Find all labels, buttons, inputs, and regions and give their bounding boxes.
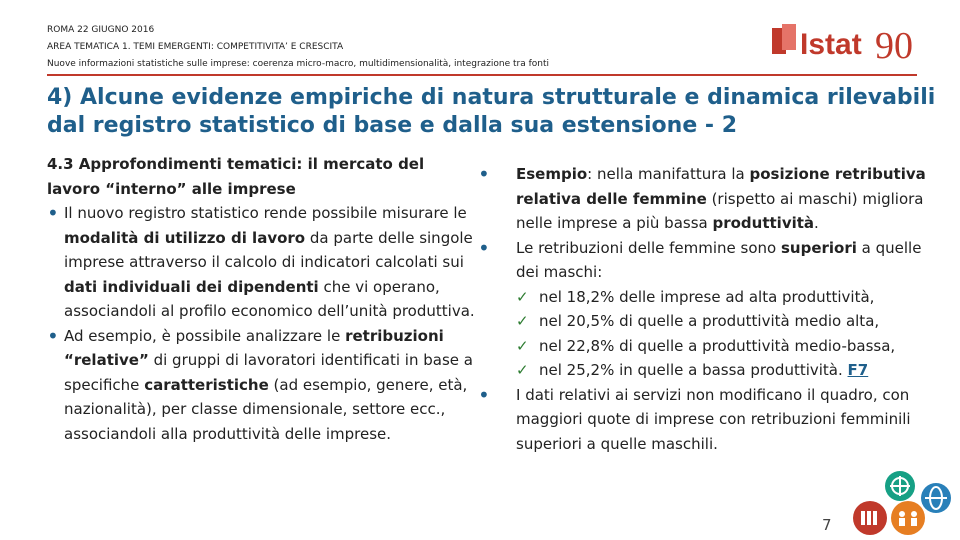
globe-icon bbox=[920, 482, 952, 514]
bullet-icon: • bbox=[478, 162, 490, 186]
check-item bbox=[478, 334, 938, 359]
text: I dati relativi ai servizi non modificano il quadro, con maggiori quote di imprese con retribuzioni femminili superiori a quelle maschili. bbox=[516, 385, 911, 453]
check-item bbox=[478, 358, 938, 383]
header-date: ROMA 22 GIUGNO 2016 bbox=[47, 25, 155, 35]
bold-text: modalità di utilizzo di lavoro bbox=[64, 228, 306, 247]
istat-logo bbox=[770, 18, 920, 68]
bullet-icon: • bbox=[47, 323, 59, 348]
bookshelf-icon bbox=[852, 500, 888, 536]
figure-link-f7[interactable]: F7 bbox=[847, 361, 869, 379]
text: nel 25,2% in quelle a bassa produttività. bbox=[539, 361, 848, 379]
text: (ad esempio, genere, età, nazionalità), per classe dimensionale, settore ecc., associandoli alla produttività delle imprese. bbox=[64, 375, 468, 443]
left-column bbox=[47, 152, 477, 446]
bold-text: posizione retributiva relativa delle femmine bbox=[516, 165, 926, 208]
bold-text: Esempio bbox=[516, 165, 588, 183]
header-subtitle: Nuove informazioni statistiche sulle imprese: coerenza micro-macro, multidimensionalità, integrazione tra fonti bbox=[47, 59, 550, 69]
bold-text: caratteristiche bbox=[144, 375, 269, 394]
bold-text: retribuzioni “relative” bbox=[64, 326, 444, 369]
checkmark-icon: ✓ bbox=[516, 312, 529, 330]
logo-text: Istat bbox=[800, 28, 862, 61]
checkmark-icon: ✓ bbox=[516, 287, 529, 306]
header bbox=[47, 22, 747, 73]
left-bullet-1 bbox=[47, 201, 477, 324]
text: nel 22,8% di quelle a produttività medio-bassa, bbox=[539, 336, 896, 355]
bold-text: dati individuali dei dipendenti bbox=[64, 277, 319, 296]
bullet-icon: • bbox=[47, 201, 59, 225]
bullet-icon: • bbox=[478, 235, 490, 260]
text: Il nuovo registro statistico rende possibile misurare le bbox=[64, 204, 467, 222]
text: nel 18,2% delle imprese ad alta produttività, bbox=[539, 287, 875, 306]
left-bullet-2 bbox=[47, 324, 477, 447]
text: . bbox=[814, 214, 819, 232]
text: Ad esempio, è possibile analizzare le bbox=[64, 326, 346, 345]
text: : nella manifattura la bbox=[587, 165, 750, 183]
right-bullet-2 bbox=[478, 236, 938, 285]
text: Le retribuzioni delle femmine sono bbox=[516, 238, 781, 257]
logo-number: 90 bbox=[875, 25, 913, 67]
bold-text: produttività bbox=[712, 214, 815, 232]
bold-text: superiori bbox=[781, 238, 857, 257]
check-item bbox=[478, 309, 938, 334]
text: di gruppi di lavoratori identificati in base a specifiche bbox=[64, 351, 473, 394]
page-number: 7 bbox=[822, 516, 832, 534]
bullet-icon: • bbox=[478, 382, 490, 407]
text: da parte delle singole imprese attraverso il calcolo di indicatori calcolati sui bbox=[64, 228, 473, 271]
header-area: AREA TEMATICA 1. TEMI EMERGENTI: COMPETITIVITA’ E CRESCITA bbox=[47, 42, 344, 52]
right-bullet-1 bbox=[478, 162, 938, 236]
checkmark-icon: ✓ bbox=[516, 336, 529, 355]
text: a quelle dei maschi: bbox=[516, 238, 922, 281]
text: (rispetto ai maschi) migliora nelle imprese a più bassa bbox=[516, 189, 924, 232]
left-subheading: 4.3 Approfondimenti tematici: il mercato del lavoro “interno” alle imprese bbox=[47, 155, 425, 198]
right-column bbox=[478, 162, 938, 456]
istat-logo-icon bbox=[772, 24, 796, 54]
text: nel 20,5% di quelle a produttività medio alta, bbox=[539, 312, 880, 330]
slide-title: 4) Alcune evidenze empiriche di natura strutturale e dinamica rilevabili dal registro statistico di base e dalla sua estensione - 2 bbox=[47, 85, 936, 138]
checkmark-icon: ✓ bbox=[516, 361, 529, 379]
compass-icon bbox=[884, 470, 916, 502]
text: che vi operano, associandoli al profilo economico dell’unità produttiva. bbox=[64, 277, 475, 320]
check-item bbox=[478, 285, 938, 310]
right-bullet-3 bbox=[478, 383, 938, 457]
header-divider bbox=[47, 74, 917, 76]
